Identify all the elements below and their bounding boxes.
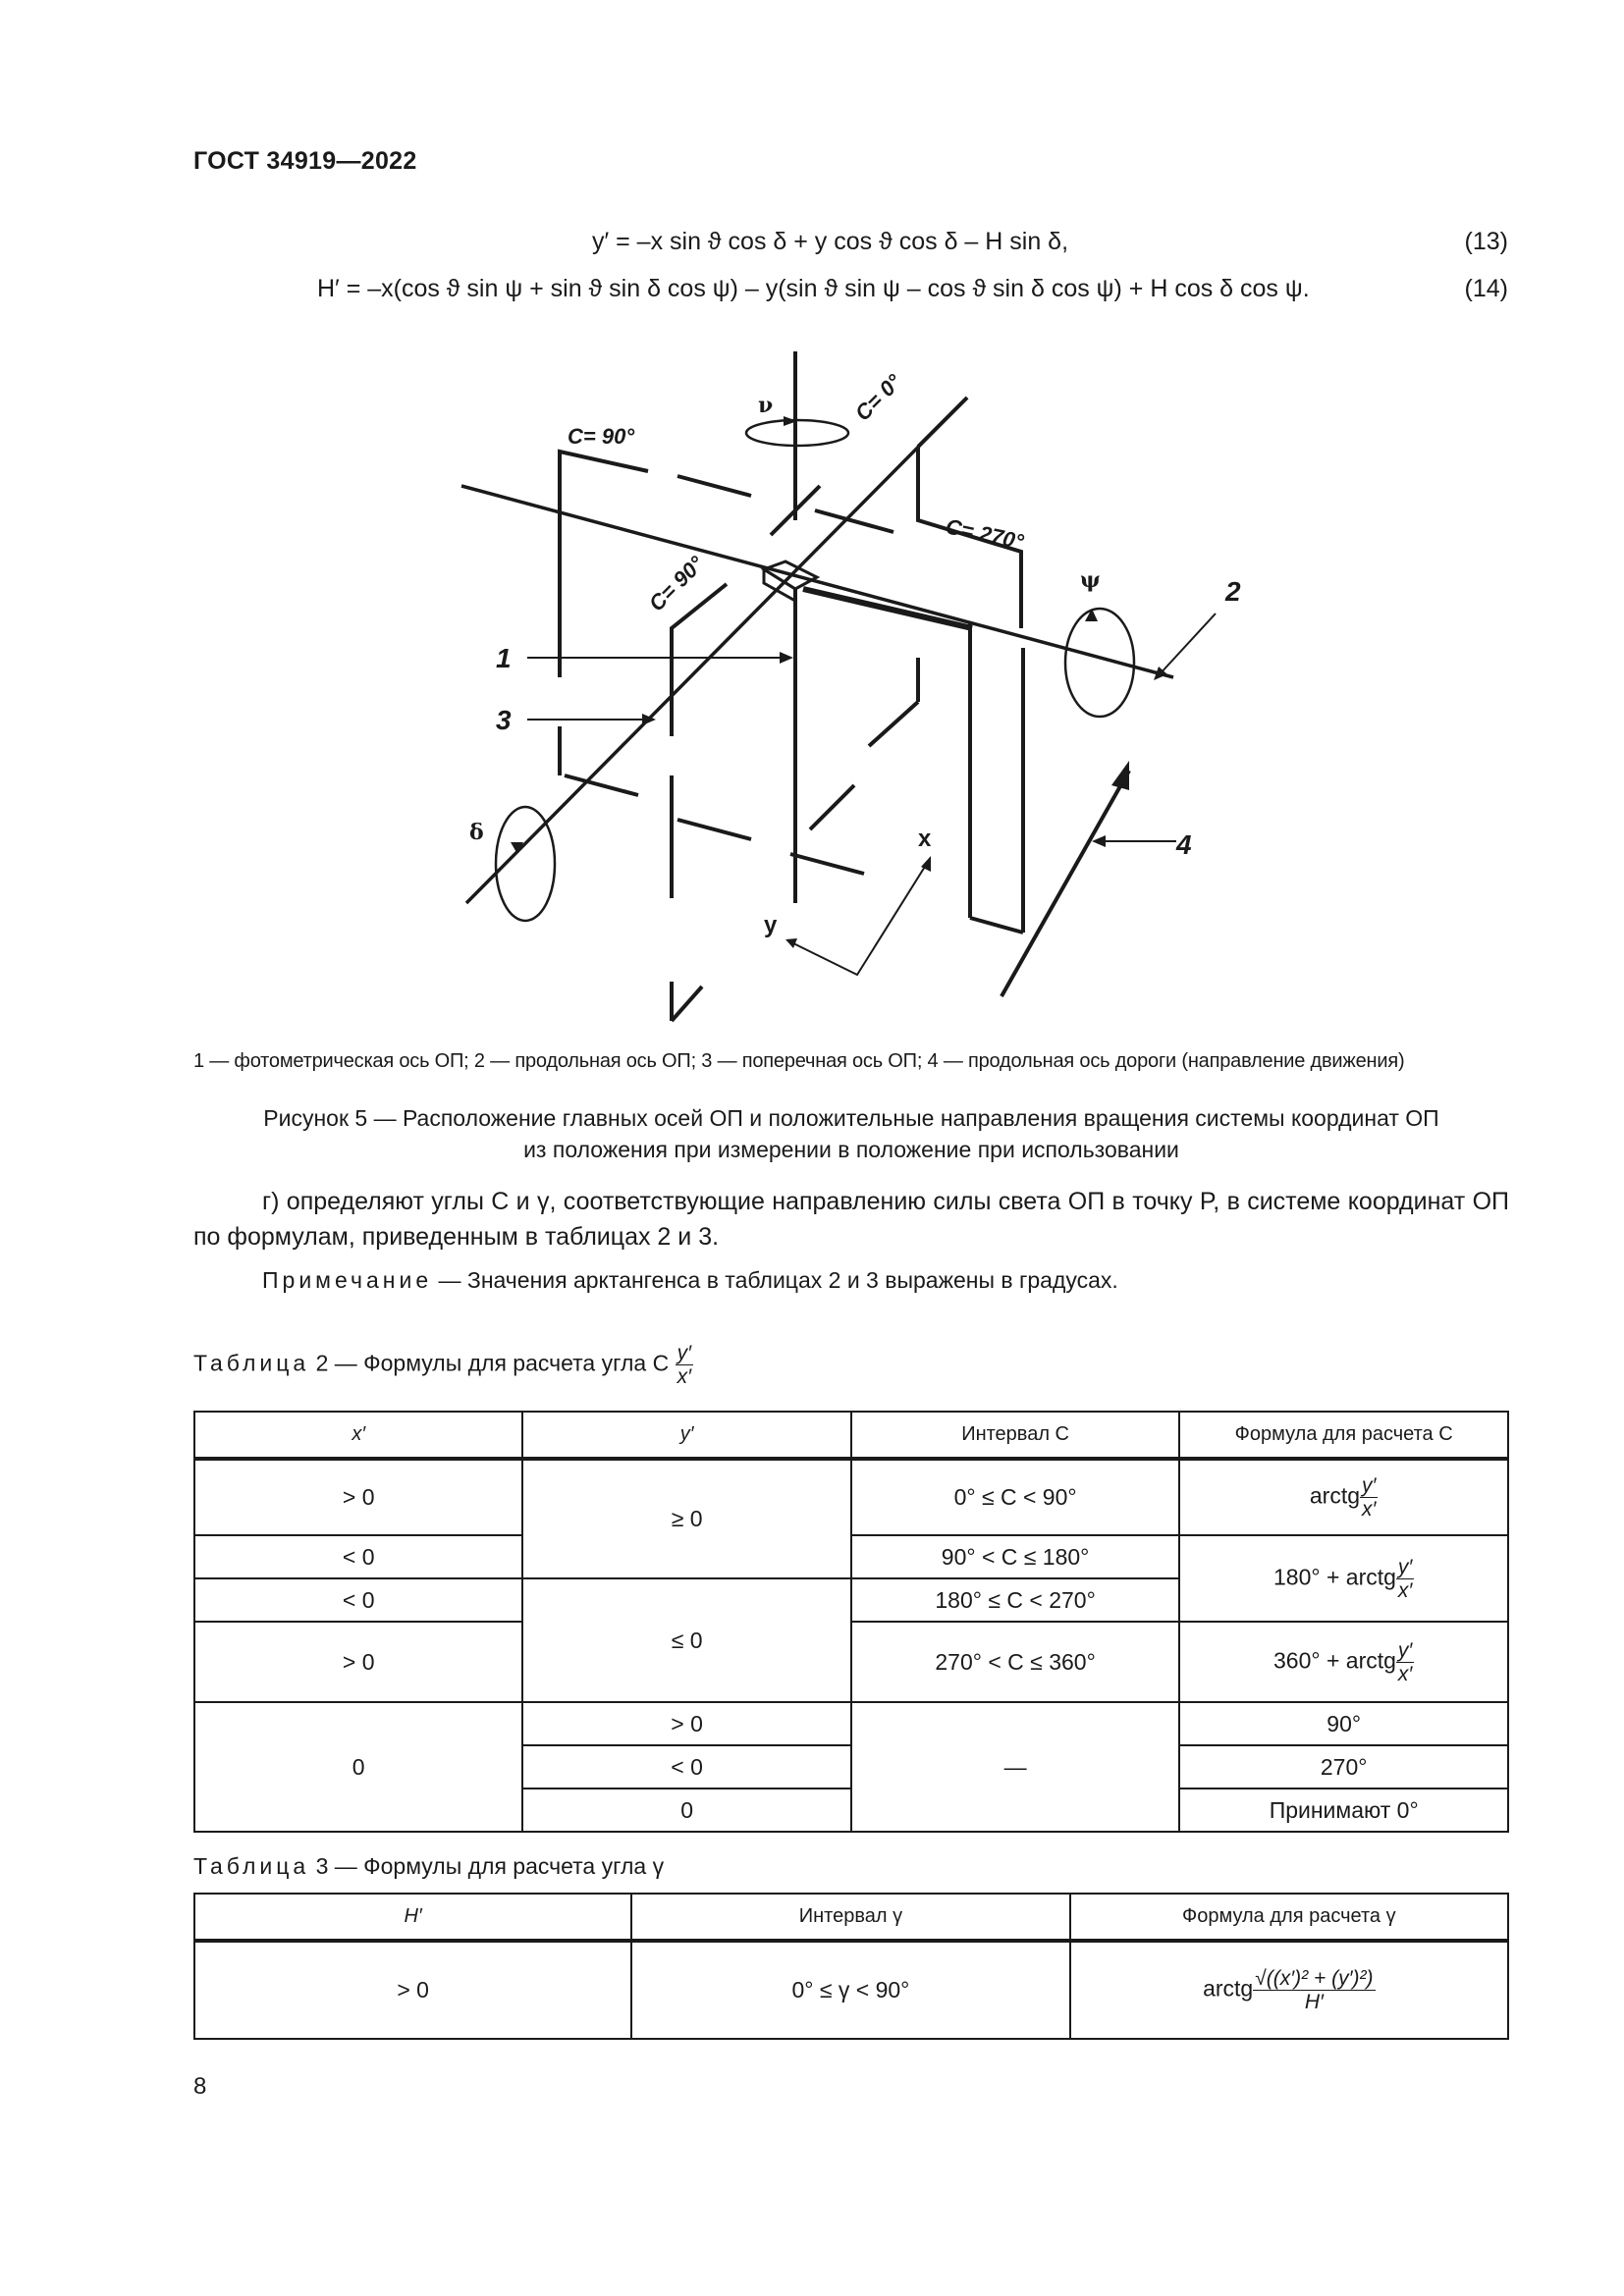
formula-3-fraction: [1396, 1639, 1414, 1685]
document-header: ГОСТ 34919—2022: [193, 147, 417, 175]
formula-1-prefix: arctg: [1309, 1482, 1361, 1509]
table2-formula-1: [1179, 1459, 1508, 1535]
frac-den: x′: [1397, 1662, 1413, 1685]
table2: [193, 1411, 1509, 1833]
table2-interval-2: 90° < C ≤ 180°: [851, 1535, 1180, 1578]
table3: [193, 1893, 1509, 2040]
leader-1-arrow: [780, 652, 793, 664]
frac-num: y′: [1397, 1555, 1413, 1578]
table3-header-formula: Формула для расчета γ: [1070, 1894, 1508, 1941]
table3-header-interval: Интервал γ: [631, 1894, 1069, 1941]
table2-header-formula: Формула для расчета C: [1179, 1412, 1508, 1459]
equation-14-number: (14): [1464, 275, 1508, 302]
label-axis-2: 2: [1225, 576, 1241, 607]
table-row: [194, 1622, 1508, 1702]
formula-2-prefix: 180° + arctg: [1273, 1564, 1396, 1590]
table2-interval-1: 0° ≤ C < 90°: [851, 1459, 1180, 1535]
label-c90-mid: C= 90°: [643, 551, 709, 616]
table-row: [194, 1459, 1508, 1535]
table2-title: [193, 1342, 693, 1388]
table3-formula-prefix: arctg: [1203, 1975, 1254, 2002]
label-delta: δ: [469, 820, 484, 845]
label-axis-1: 1: [496, 643, 512, 673]
label-c270: C= 270°: [943, 513, 1026, 555]
table2-y-2: ≤ 0: [522, 1578, 850, 1702]
page-number: 8: [193, 2073, 207, 2100]
axis-thick-segment: [803, 589, 972, 628]
table2-formula-2: [1179, 1535, 1508, 1622]
coordinate-axes-figure: [432, 334, 1241, 1041]
plane-c0-lower-dash-2: [810, 785, 854, 829]
label-c0: C= 0°: [849, 369, 907, 426]
road-axis: [1001, 771, 1129, 996]
plane-post-base: [970, 918, 1023, 933]
table2-interval-5: —: [851, 1702, 1180, 1832]
equation-14: H′ = –x(cos ϑ sin ψ + sin ϑ sin δ cos ψ) – y(sin ϑ sin ψ – cos ϑ sin δ cos ψ) + H cos δ cos ψ.: [317, 275, 1310, 302]
table3-h-value: > 0: [194, 1941, 631, 2039]
label-axis-4: 4: [1176, 829, 1192, 860]
label-axis-3: 3: [496, 705, 512, 735]
label-c90-top: C= 90°: [568, 424, 635, 449]
leader-2: [1159, 614, 1216, 675]
table3-header-h: H′: [194, 1894, 631, 1941]
table2-y-1: ≥ 0: [522, 1459, 850, 1578]
local-xy-axes: [791, 862, 928, 975]
plane-c0-edge: [918, 398, 967, 447]
figure-legend: 1 — фотометрическая ось ОП; 2 — продольная ось ОП; 3 — поперечная ось ОП; 4 — продольная ось дороги (направление движения): [193, 1050, 1405, 1072]
psi-arrow: [1085, 609, 1098, 621]
plane-lower-dash-2: [677, 820, 751, 839]
table2-y-5: 0: [522, 1789, 850, 1832]
table-row: [194, 1702, 1508, 1745]
table2-formula-4: 90°: [1179, 1702, 1508, 1745]
formula-3-prefix: 360° + arctg: [1273, 1647, 1396, 1674]
title-frac-den: x′: [677, 1365, 692, 1388]
table2-x-2: < 0: [194, 1535, 522, 1578]
table3-frac-num: √((x′)² + (y′)²): [1255, 1967, 1374, 1990]
table3-title-rest: 3 — Формулы для расчета угла γ: [309, 1853, 665, 1879]
frac-num: y′: [1362, 1474, 1377, 1497]
table3-interval: 0° ≤ γ < 90°: [631, 1941, 1069, 2039]
table2-y-4: < 0: [522, 1745, 850, 1789]
table-row: [194, 1941, 1508, 2039]
transverse-axis: [466, 398, 967, 903]
table2-x-1: > 0: [194, 1459, 522, 1535]
plane-c90-mid-foot: [672, 987, 702, 1021]
figure-caption-line-2: из положения при измерении в положение при использовании: [523, 1137, 1179, 1162]
figure-caption: [193, 1102, 1509, 1165]
table2-title-fraction: [676, 1342, 693, 1388]
note-label: Примечание: [262, 1267, 433, 1293]
road-axis-arrowhead: [1111, 761, 1129, 790]
plane-dash-1: [677, 476, 751, 496]
table3-frac-den: H′: [1304, 1991, 1324, 2013]
plane-c90-mid-bracket: [672, 584, 727, 736]
equation-13-number: (13): [1464, 228, 1508, 255]
formula-1-fraction: [1360, 1474, 1378, 1521]
label-y: y: [764, 912, 778, 938]
leader-4-arrow: [1092, 835, 1106, 847]
body-paragraph-text: г) определяют углы C и γ, соответствующие направлению силы света ОП в точку P, в системе координат ОП по формулам, приведенным в таблицах 2 и 3.: [193, 1188, 1509, 1251]
label-nu: ν: [758, 393, 774, 418]
plane-c0-lower-dash: [869, 702, 918, 746]
table2-x-4: > 0: [194, 1622, 522, 1702]
plane-lower-dash-3: [790, 854, 864, 874]
table2-interval-4: 270° < C ≤ 360°: [851, 1622, 1180, 1702]
table2-header-x: x′: [194, 1412, 522, 1459]
table2-title-rest: 2 — Формулы для расчета угла C: [309, 1350, 670, 1376]
table2-y-3: > 0: [522, 1702, 850, 1745]
equation-13: y′ = –x sin ϑ cos δ + y cos ϑ cos δ – H sin δ,: [592, 228, 1069, 255]
table3-title-prefix: Таблица: [193, 1853, 310, 1879]
frac-den: x′: [1362, 1498, 1377, 1521]
figure-caption-line-1: Рисунок 5 — Расположение главных осей ОП и положительные направления вращения системы координат ОП: [263, 1105, 1439, 1131]
table2-title-prefix: Таблица: [193, 1350, 310, 1376]
title-frac-num: y′: [677, 1342, 692, 1364]
table2-formula-5: 270°: [1179, 1745, 1508, 1789]
table3-header-row: [194, 1894, 1508, 1941]
frac-num: y′: [1397, 1638, 1413, 1662]
table2-header-y: y′: [522, 1412, 850, 1459]
table2-x-3: < 0: [194, 1578, 522, 1622]
table2-x-5: 0: [194, 1702, 522, 1832]
table2-formula-6: Принимают 0°: [1179, 1789, 1508, 1832]
table2-formula-3: [1179, 1622, 1508, 1702]
label-psi: ψ: [1080, 567, 1101, 593]
note-text: — Значения арктангенса в таблицах 2 и 3 выражены в градусах.: [432, 1267, 1118, 1293]
table2-interval-3: 180° ≤ C < 270°: [851, 1578, 1180, 1622]
table3-formula: [1070, 1941, 1508, 2039]
table3-title: [193, 1853, 664, 1880]
frac-den: x′: [1397, 1578, 1413, 1602]
table3-formula-fraction: [1253, 1967, 1375, 2013]
body-paragraph: [193, 1184, 1509, 1255]
table2-header-interval: Интервал C: [851, 1412, 1180, 1459]
note: [262, 1267, 1118, 1294]
formula-2-fraction: [1396, 1556, 1414, 1602]
table-row: [194, 1535, 1508, 1578]
label-x: x: [918, 826, 932, 852]
table2-header-row: [194, 1412, 1508, 1459]
